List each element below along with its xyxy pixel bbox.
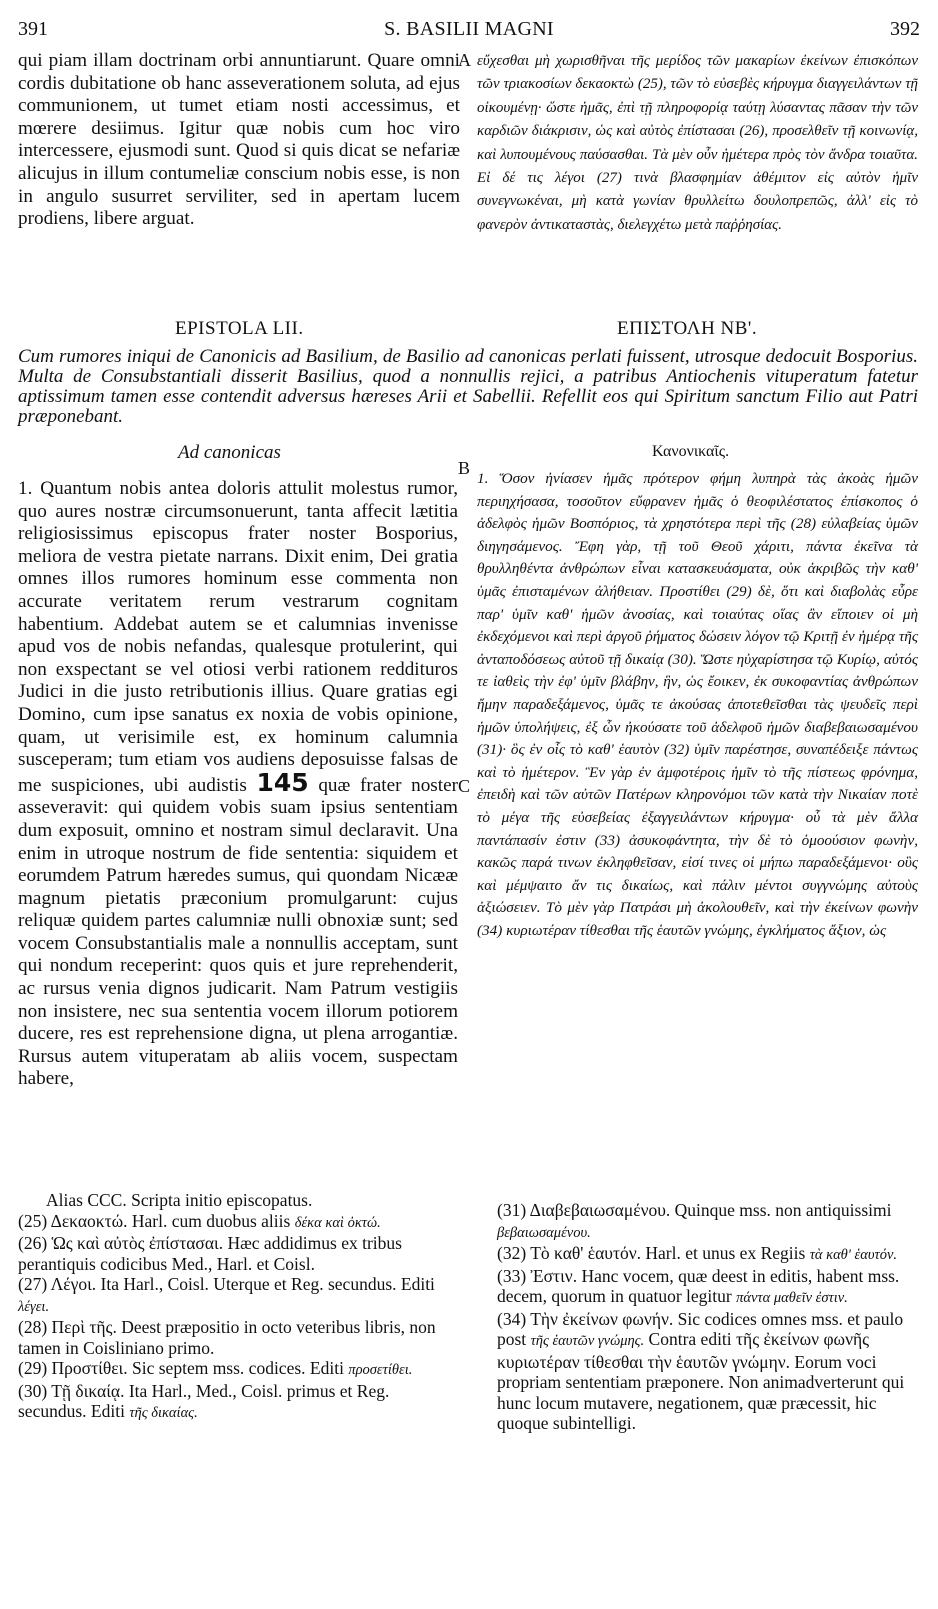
page-number-right: 392 — [890, 18, 920, 40]
footnote: (31) Διαβεβαιωσαμένου. Quinque mss. non antiquissimi βεβαιωσαμένου. — [497, 1200, 892, 1241]
margin-letter-c: C — [458, 776, 471, 796]
running-header — [18, 18, 920, 44]
footnote: (34) Τὴν ἐκείνων φωνήν. Sic codices omnes mss. et paulo post τῆς ἑαυτῶν γνώμης. Contra editi τῆς ἐκείνων φωνῆς κυριωτέραν τίθεσθαι τὴν ἑαυτῶν γνώμην. Eorum voci propriam sententiam præponere. Non animadverterunt qui hunc locum mutavere, negationem, quæ præcessit, hic quoque subintelligi. — [497, 1308, 905, 1433]
footnote: Alias CCC. Scripta initio episcopatus. — [46, 1190, 313, 1210]
greek-body: 1. Ὅσον ἠνίασεν ἡμᾶς πρότερον φήμη λυπηρὰ τὰς ἀκοὰς ἡμῶν περιηχήσασα, τοσοῦτον εὔφρανεν ἡμᾶς ὁ θεοφιλέστατος ἐπίσκοπος ὁ ἀδελφὸς ἡμῶν Βοσπόριος, τὰ χρηστότερα περὶ τῆς (28) εὐλαβείας ὑμῶν διηγησάμενος. Ἔφη γὰρ, τῇ τοῦ Θεοῦ χάριτι, πάντα ἐκεῖνα τὰ θρυλληθέντα ἀνθρώπων εἶναι κατασκευάσματα, οὐκ ἀκριβῶς τὴν καθ' ὑμᾶς ἐπισταμένων ἀλήθειαν. Προστίθει (29) δὲ, ὅτι καὶ διαβολὰς εὗρε παρ' ὑμῖν καθ' ἡμῶν ἀνοσίας, καὶ τοιαύτας οἵας ἂν εἴποιεν οἱ μὴ ἐκδεχόμενοι καὶ περὶ ἀργοῦ ῥήματος δώσειν λόγον τῷ Κριτῇ ἐν ἡμέρᾳ τῆς ἀνταποδόσεως αὐτοῦ τῇ δικαίᾳ (30). Ὥστε ηὐχαρίστησα τῷ Κυρίῳ, αὐτός τε ἰαθεὶς τὴν ἐφ' ὑμῖν βλάβην, ἣν, ὡς ἔοικεν, ἐκ συκοφαντίας ἀνθρώπων ἤμην παραδεξάμενος, ὑμᾶς τε ἀκούσας ἀποτεθεῖσθαι τὰς ψευδεῖς περὶ ἡμῶν ὑπολήψεις, ἐξ ὧν ἠκούσατε τοῦ ἀδελφοῦ ἡμῶν διαβεβαιωσαμένου (31)· ὃς ἐν οἷς τὸ καθ' ἑαυτὸν (32) ὑμῖν παρέστησε, συναπέδειξε πάντως καὶ τὸ ἡμέτερον. Ἓν γὰρ ἐν ἀμφοτέροις ἡμῖν τὸ τῆς πίστεως φρόνημα, ἐπειδὴ καὶ τῶν αὐτῶν Πατέρων κληρονόμοι τῶν κατὰ τὴν Νικαίαν ποτὲ τὸ μέγα τῆς εὐσεβείας ἐξαγγειλάντων κήρυγμα· οὗ τὰ μὲν ἄλλα παντάπασίν ἐστιν (33) ἀσυκοφάντητα, τὴν δὲ τὸ ὁμοούσιον φωνὴν, κακῶς παρά τινων ἐκληφθεῖσαν, εἰσί τινες οἱ μήπω παραδεξάμενοι· οὓς καὶ μέμψαιτο ἄν τις δικαίως, καὶ πάλιν μέντοι συγγνώμης αὐτοὺς ἀξιώσειεν. Τὸ μὲν γὰρ Πατράσι μὴ ἀκολουθεῖν, καὶ τὴν ἐκείνων φωνὴν (34) κυριωτέραν τίθεσθαι τῆς ἑαυτῶν γνώμης, ἐγκλήματος ἄξιον, ὡς — [477, 470, 918, 939]
footnote: (26) Ὡς καὶ αὐτὸς ἐπίστασαι. Hæc addidimus ex tribus perantiquis codicibus Med., Harl. et Coisl. — [18, 1233, 402, 1274]
latin-body-part-2: quæ frater noster asseveravit: qui quidem vobis suam ipsius sententiam dum exposuit, omnino et nostram simul declaravit. Una enim in utroque nostrum de fide sententia: siquidem et eorumdem Patrum hæredes sumus, qui quondam Nicææ magnum pietatis præconium promulgarunt: cujus reliquæ quidem partes calumniæ nulli obnoxiæ sunt; sed vocem Consubstantialis male a nonnullis acceptam, sunt qui nondum receperint: quos quis et jure reprehenderit, ac rursus venia dignos judicarit. Nam Patrum vestigiis non insistere, nec sua sententia vocem illorum potiorem ducere, res est reprehensione digna, ut plena arrogantiæ. Rursus autem vituperatam ab aliis vocem, suspectam habere, — [18, 774, 459, 1090]
footnote: (29) Προστίθει. Sic septem mss. codices. Editi προσετίθει. — [18, 1358, 413, 1378]
running-title: S. BASILII MAGNI — [384, 18, 554, 40]
latin-body — [18, 478, 458, 1091]
epistle-title-latin: EPISTOLA LII. — [175, 318, 304, 339]
footnote: (28) Περὶ τῆς. Deest præpositio in octo veteribus libris, non tamen in Coisliniano primo. — [18, 1317, 436, 1358]
footnote: (27) Λέγοι. Ita Harl., Coisl. Uterque et Reg. secundus. Editi λέγει. — [18, 1274, 435, 1315]
footnote: (33) Ἐστιν. Hanc vocem, quæ deest in editis, habent mss. decem, quorum in quatuor legitur πάντα μαθεῖν ἐστιν. — [497, 1265, 900, 1306]
address-greek: Κανονικαῖς. — [652, 443, 730, 460]
latin-continuation: qui piam illam doctrinam orbi annuntiarunt. Quare omni cordis dubitatione ob hanc asseverationem soluta, ad ejus communionem, ut tumet etiam nosti accessimus, et mœrere desiimus. Igitur quæ nobis cum hoc viro intercessere, ejusmodi sunt. Quod si quis dicat se nefariæ alicujus in illum contumeliæ conscium nobis esse, is non in angulo susurret serviliter, sed in apertam lucem prodiens, libere arguat. — [18, 50, 460, 230]
margin-letter-b: B — [458, 458, 471, 478]
footnote: (30) Τῇ δικαίᾳ. Ita Harl., Med., Coisl. primus et Reg. secundus. Editi τῆς δικαίας. — [18, 1380, 390, 1421]
column-page-number: 145 — [256, 767, 309, 797]
footnote: (32) Τὸ καθ' ἑαυτόν. Harl. et unus ex Regiis τὰ καθ' ἑαυτόν. — [497, 1243, 898, 1263]
address-latin: Ad canonicas — [178, 442, 281, 463]
footnote: (25) Δεκαοκτώ. Harl. cum duobus aliis δέκα καὶ ὀκτώ. — [18, 1210, 381, 1231]
page-number-left: 391 — [18, 18, 48, 40]
footnotes-right — [497, 1200, 918, 1434]
latin-body-part-1: 1. Quantum nobis antea doloris attulit molestus rumor, quo aures nostræ circumsonuerunt, tanta affecit lætitia religiosissimus episcopus frater noster Bosporius, meliora de vestra pietate narrans. Dixit enim, Dei gratia omnes illos rumores hominum esse commenta non accurate veritatem rerum vestrarum cognitam habentium. Addebat autem se et calumnias invenisse apud vos de nobis nefandas, qualesque protulerint, qui non exspectant se vel otiosi verbi rationem reddituros Judici in die justo retributionis illius. Quare gratias egi Domino, cum ipse sanatus ex noxia de vobis opinione, quam, ut verisimile est, ex hominum calumnia susceperam; tum etiam vos audiens deposuisse falsas de me suspiciones, ubi audistis — [18, 478, 458, 796]
epistle-summary: Cum rumores iniqui de Canonicis ad Basilium, de Basilio ad canonicas perlati fuissent, utrosque dedocuit Bosporius. Multa de Consubstantiali disserit Basilius, quod a nonnullis rejici, a patribus Antiochenis vituperatum fatetur aptissimum tamen esse contendit adversus hæreses Arii et Sabellii. Refellit eos qui Spiritum sanctum Filio aut Patri præponebant. — [18, 346, 918, 427]
greek-continuation: εὔχεσθαι μὴ χωρισθῆναι τῆς μερίδος τῶν μακαρίων ἐκείνων ἐπισκόπων τῶν τριακοσίων δεκαοκτὼ (25), τῶν τὸ εὐσεβὲς κήρυγμα διαγγειλάντων τῇ οἰκουμένῃ· ὥστε ἡμᾶς, ἐπὶ τῇ πληροφορίᾳ ταύτῃ λύσαντας πᾶσαν τὴν τῶν καρδιῶν διάκρισιν, ὡς καὶ αὐτὸς ἐπίστασαι (26), προσελθεῖν τῇ κοινωνίᾳ, καὶ λυπουμένους παύσασθαι. Τὰ μὲν οὖν ἡμέτερα πρὸς τὸν ἄνδρα τοιαῦτα. Εἰ δέ τις λέγοι (27) τινὰ βλασφημίαν ἀθέμιτον εἰς αὐτὸν ἡμῖν συνεγνωκέναι, μὴ κατὰ γωνίαν θρυλλείτω δουλοπρεπῶς, ἀλλ' εἰς τὸ φανερὸν ἀντικαταστὰς, διελεγχέτω μετὰ παῤῥησίας. — [477, 53, 918, 233]
epistle-title-greek: ΕΠΙΣΤΟΛΗ ΝΒ'. — [617, 318, 758, 339]
margin-letter-a: A — [458, 50, 471, 70]
footnotes-left — [18, 1190, 458, 1424]
